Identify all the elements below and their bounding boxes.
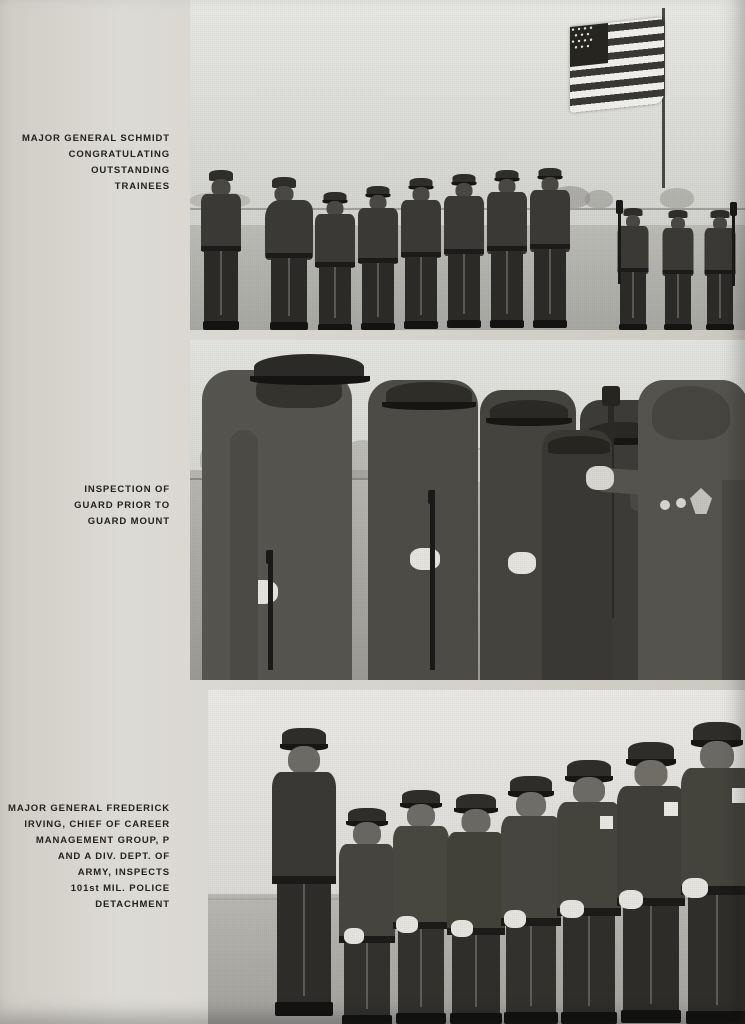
caption-bottom-line-4: AND A DIV. DEPT. OF [57, 851, 170, 862]
caption-top-line-1: MAJOR GENERAL SCHMIDT [21, 133, 170, 144]
caption-top-line-4: TRAINEES [114, 181, 170, 192]
caption-top-line-3: OUTSTANDING [91, 165, 170, 176]
caption-top-line-2: CONGRATULATING [68, 149, 170, 160]
caption-middle-line-3: GUARD MOUNT [87, 516, 170, 527]
photo-middle [190, 340, 745, 680]
caption-bottom-line-7: DETACHMENT [95, 899, 170, 910]
caption-bottom-line-5: ARMY, INSPECTS [77, 867, 170, 878]
caption-bottom-line-6: 101st MIL. POLICE [70, 883, 170, 894]
caption-bottom-line-1: MAJOR GENERAL FREDERICK [8, 803, 170, 814]
caption-middle-line-2: GUARD PRIOR TO [74, 500, 170, 511]
caption-bottom-line-3: MANAGEMENT GROUP, P [35, 835, 170, 846]
caption-middle [0, 482, 170, 530]
caption-bottom [0, 801, 170, 913]
photo-bottom [208, 690, 745, 1024]
caption-bottom-line-2: IRVING, CHIEF OF CAREER [24, 819, 170, 830]
caption-middle-line-1: INSPECTION OF [84, 484, 170, 495]
photo-top [190, 0, 745, 330]
caption-top [0, 131, 170, 195]
